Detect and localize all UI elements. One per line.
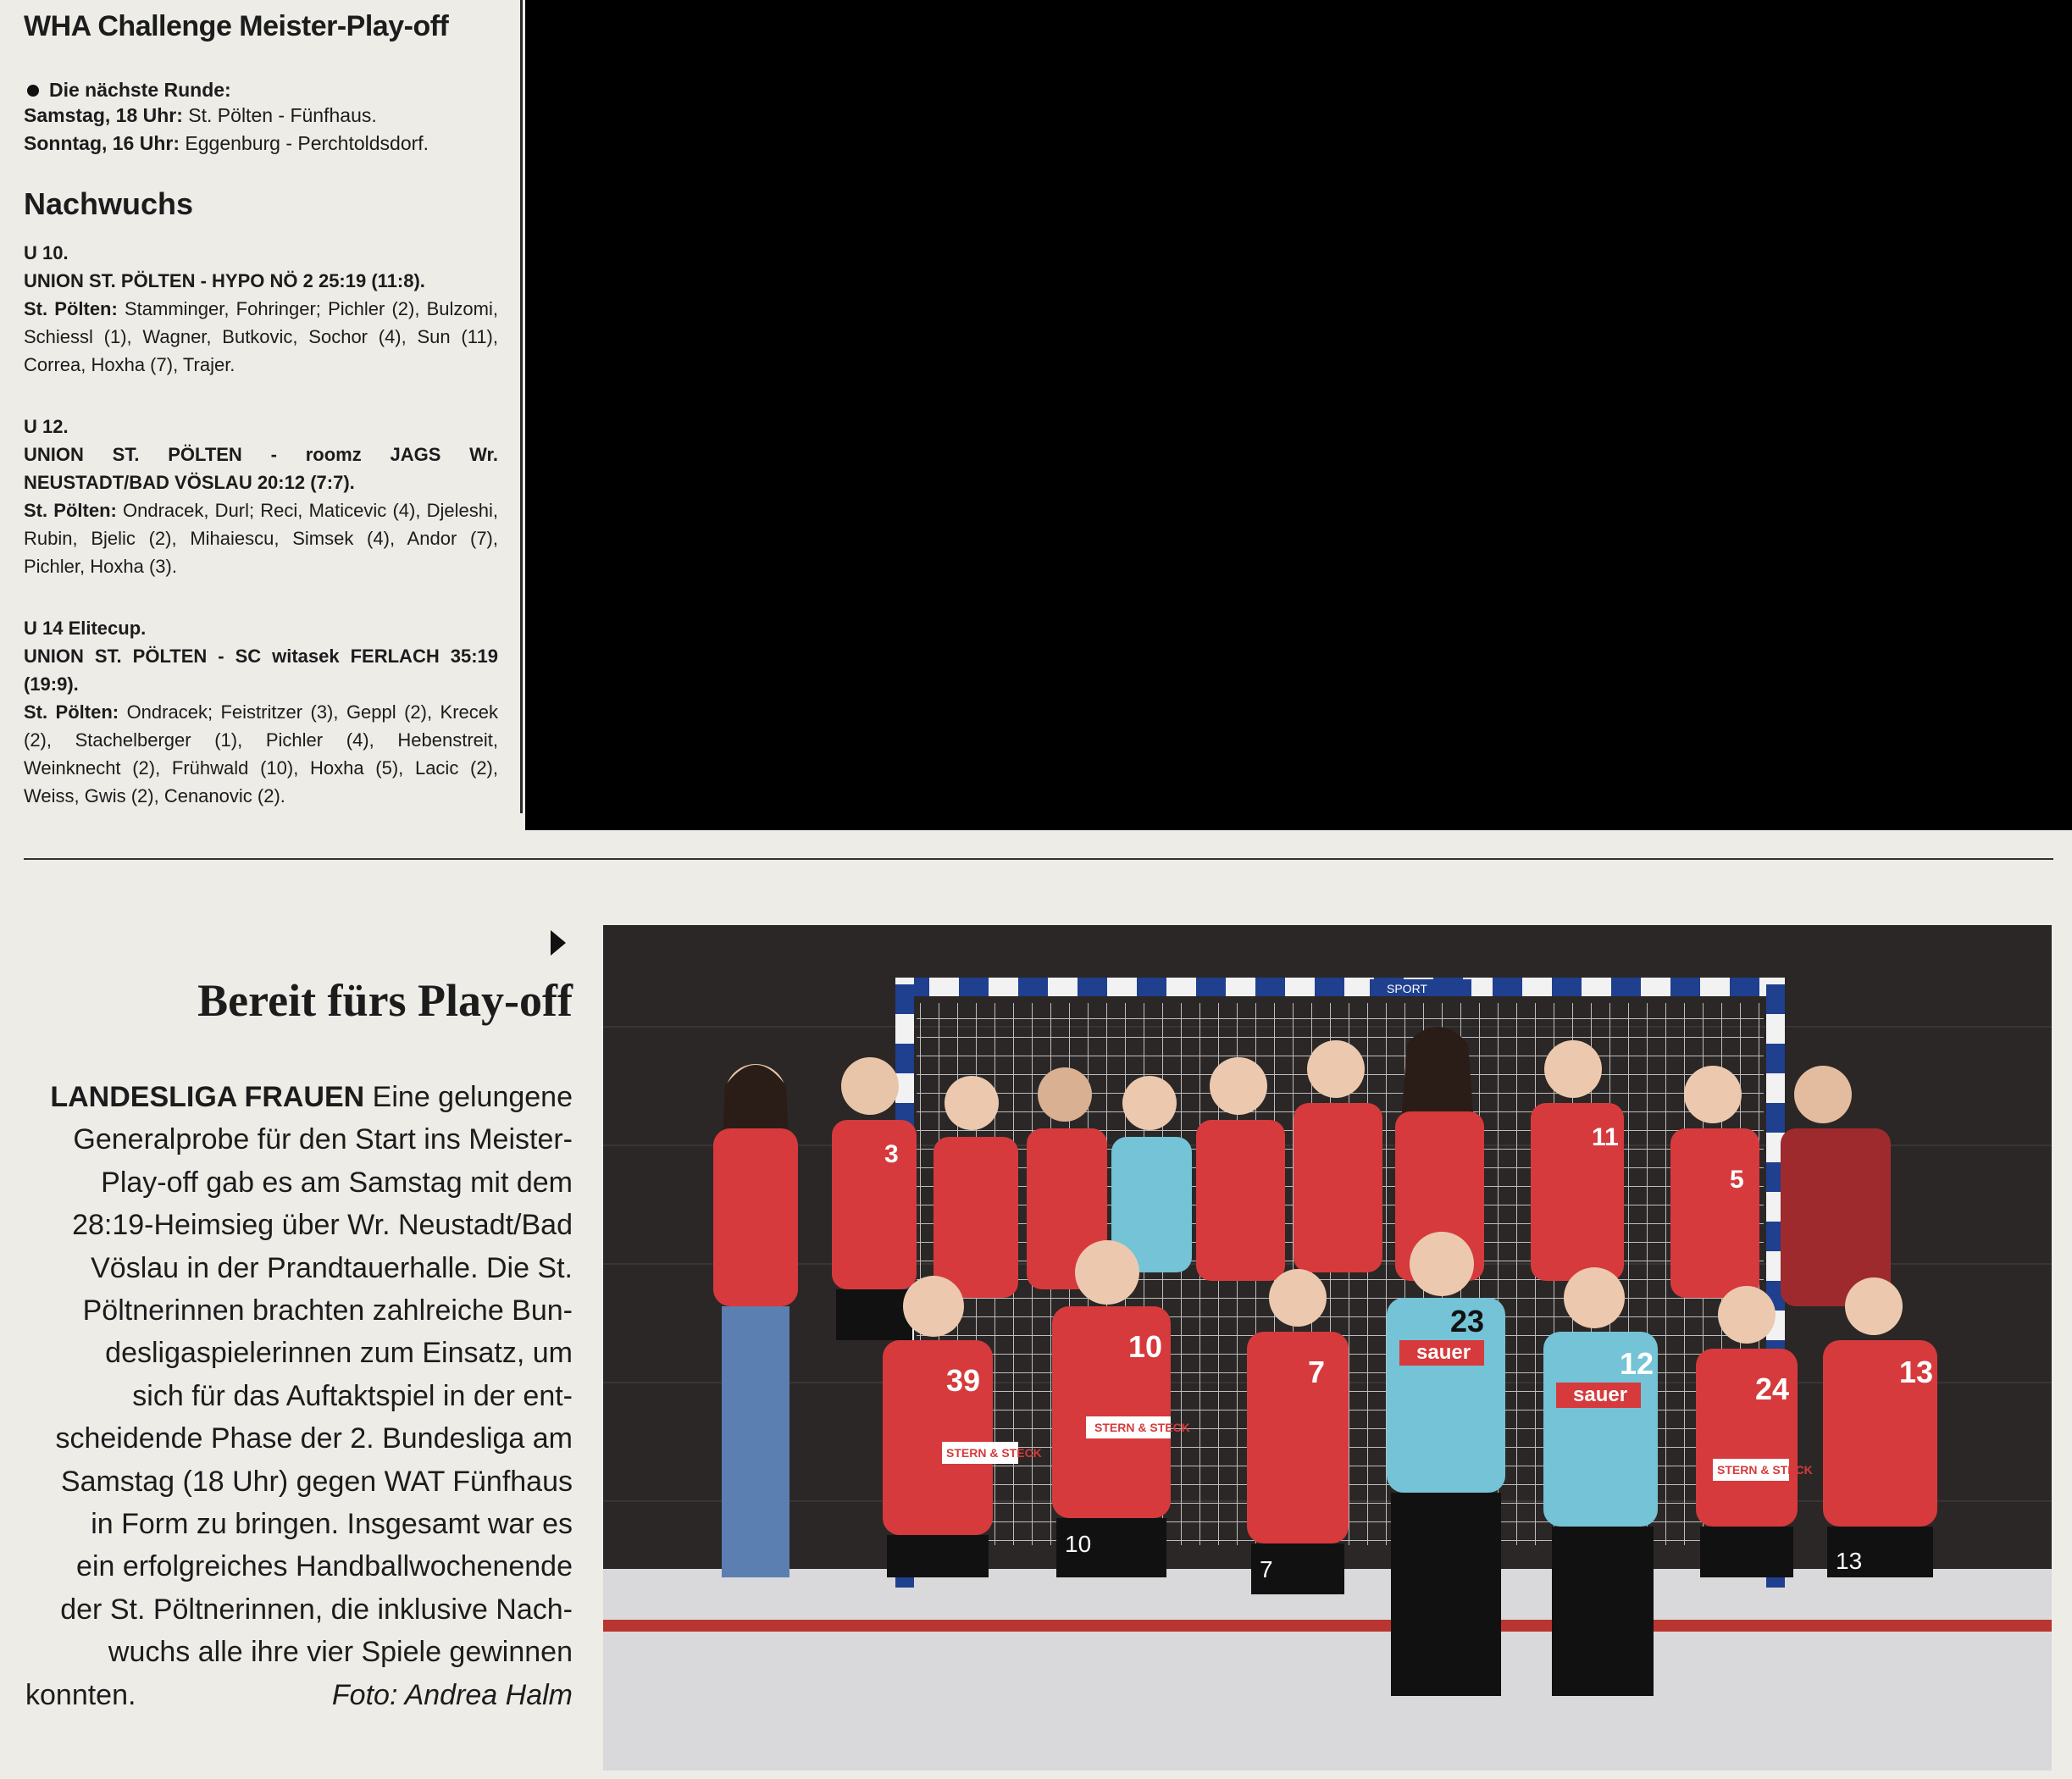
section-title: Nachwuchs xyxy=(24,186,194,221)
column-divider xyxy=(520,0,523,813)
game-score: UNION ST. PÖLTEN - SC witasek FERLACH 35:19 (19:9). xyxy=(24,646,498,695)
fixture-line: Samstag, 18 Uhr: St. Pölten - Fünfhaus. xyxy=(24,104,377,126)
body-line: scheidende Phase der 2. Bundesliga am xyxy=(55,1422,573,1455)
body-line: der St. Pöltnerinnen, die inklusive Nach- xyxy=(60,1593,573,1626)
goalie-sponsor: sauer xyxy=(1416,1341,1471,1364)
jersey-number: 39 xyxy=(946,1363,981,1398)
article-headline: Bereit fürs Play-off xyxy=(197,975,573,1026)
league-title: WHA Challenge Meister-Play-off xyxy=(24,10,449,42)
jersey-number: 12 xyxy=(1620,1346,1654,1381)
article-kicker: LANDESLIGA FRAUEN xyxy=(50,1081,365,1113)
jersey-sponsor: STERN & STECK xyxy=(946,1446,1042,1460)
article-body xyxy=(25,1076,573,1674)
body-line: LANDESLIGA FRAUEN Eine gelungene xyxy=(50,1081,573,1113)
body-line: Samstag (18 Uhr) gegen WAT Fünfhaus xyxy=(60,1465,573,1498)
age-group: U 12. xyxy=(24,416,69,437)
body-line: 28:19-Heimsieg über Wr. Neustadt/Bad xyxy=(72,1209,573,1242)
jersey-sponsor: STERN & STECK xyxy=(1717,1463,1813,1477)
photo-credit: Foto: Andrea Halm xyxy=(331,1679,573,1711)
fixture-line: Sonntag, 16 Uhr: Eggenburg - Perchtoldsdorf. xyxy=(24,132,429,154)
body-line: Play-off gab es am Samstag mit dem xyxy=(101,1166,573,1199)
jersey-number: 10 xyxy=(1128,1329,1163,1364)
jersey-sponsor: STERN & STECK xyxy=(1094,1421,1190,1434)
body-line: sich für das Auftaktspiel in der ent- xyxy=(132,1379,573,1412)
game-score: UNION ST. PÖLTEN - HYPO NÖ 2 25:19 (11:8). xyxy=(24,270,425,291)
shorts-number: 7 xyxy=(1260,1556,1273,1582)
body-line: Generalprobe für den Start ins Meister- xyxy=(73,1123,573,1156)
shorts-number: 13 xyxy=(1836,1548,1863,1574)
goal-crossbar xyxy=(895,978,1785,996)
arrow-icon xyxy=(551,930,566,956)
body-last-line: konnten. xyxy=(25,1679,136,1711)
body-line: Pöltnerinnen brachten zahlreiche Bun- xyxy=(82,1294,573,1327)
age-group: U 14 Elitecup. xyxy=(24,618,147,639)
player-list: St. Pölten: Ondracek; Feistritzer (3), Geppl (2), Krecek (2), Stachelberger (1), Pichler (4), Hebenstreit, Weinknecht (2), Frühwald (10), Hoxha (5), Lacic (2), Weiss, Gwis (2), Cenanovic (2). xyxy=(24,701,498,806)
jersey-number: 5 xyxy=(1730,1166,1744,1194)
jersey-number: 13 xyxy=(1899,1355,1934,1389)
body-line: desligaspielerinnen zum Einsatz, um xyxy=(105,1337,573,1370)
game-result xyxy=(24,413,498,580)
age-group: U 10. xyxy=(24,242,69,263)
next-round-heading xyxy=(24,79,498,102)
body-line: in Form zu bringen. Insgesamt war es xyxy=(91,1508,573,1541)
jersey-number: 23 xyxy=(1450,1304,1485,1338)
bullet-icon xyxy=(27,85,39,97)
body-line: wuchs alle ihre vier Spiele gewinnen xyxy=(108,1636,573,1669)
jersey-number: 3 xyxy=(884,1140,899,1168)
goalie-sponsor: sauer xyxy=(1573,1383,1628,1406)
jersey-number: 11 xyxy=(1592,1123,1619,1151)
game-result xyxy=(24,614,498,810)
jersey-number: 24 xyxy=(1755,1372,1790,1406)
body-line: ein erfolgreiches Handballwochenende xyxy=(76,1550,573,1583)
team-photo xyxy=(603,925,2052,1771)
section-rule xyxy=(24,858,2053,860)
body-line: Vöslau in der Prandtauerhalle. Die St. xyxy=(91,1251,573,1284)
game-score: UNION ST. PÖLTEN - roomz JAGS Wr. NEUSTADT/BAD VÖSLAU 20:12 (7:7). xyxy=(24,444,498,493)
banner-text: SPORT xyxy=(1387,982,1427,995)
results-column xyxy=(24,0,498,813)
player-list: St. Pölten: Ondracek, Durl; Reci, Maticevic (4), Djeleshi, Rubin, Bjelic (2), Mihaiescu, Simsek (4), Andor (7), Pichler, Hoxha (3). xyxy=(24,500,498,577)
credit-row xyxy=(25,1674,573,1716)
hall-floor xyxy=(603,1569,2052,1771)
shorts-number: 10 xyxy=(1065,1531,1092,1557)
player-list: St. Pölten: Stamminger, Fohringer; Pichler (2), Bulzomi, Schiessl (1), Wagner, Butkovic, Sochor (4), Sun (11), Correa, Hoxha (7), Trajer. xyxy=(24,298,498,375)
next-round-label: Die nächste Runde: xyxy=(49,79,231,101)
game-result xyxy=(24,239,498,379)
jersey-number: 7 xyxy=(1308,1355,1326,1389)
redacted-area xyxy=(525,0,2072,830)
